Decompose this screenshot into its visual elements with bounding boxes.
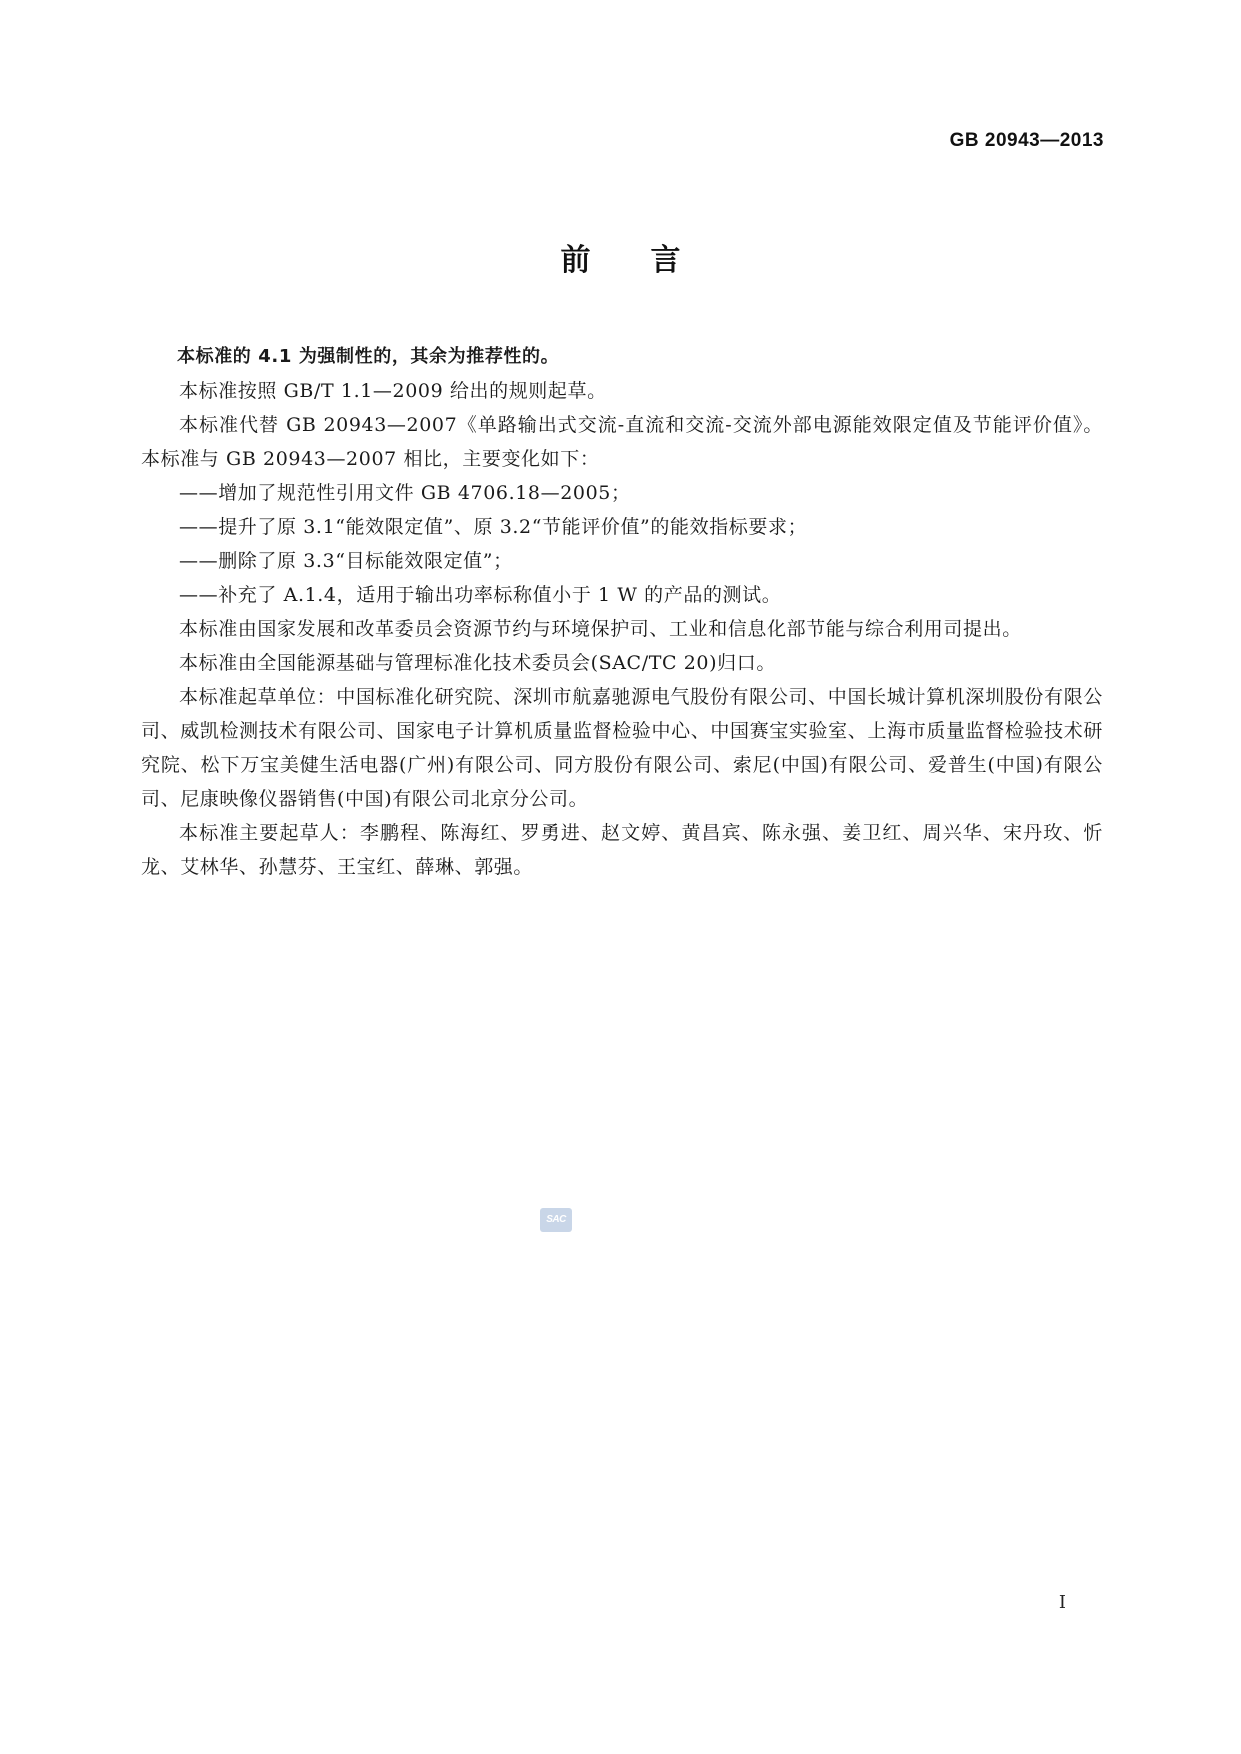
foreword-body bbox=[141, 340, 1103, 884]
change-item: ——提升了原 3.1“能效限定值”、原 3.2“节能评价值”的能效指标要求； bbox=[179, 516, 808, 538]
sac-watermark-logo: SAC bbox=[540, 1208, 572, 1232]
change-item: ——删除了原 3.3“目标能效限定值”； bbox=[179, 550, 513, 572]
replaces-paragraph: 本标准代替 GB 20943—2007《单路输出式交流-直流和交流-交流外部电源能效限定值及节能评价值》。本标准与 GB 20943—2007 相比，主要变化如下： bbox=[141, 414, 1103, 470]
page-title: 前言 bbox=[560, 243, 741, 278]
change-item: ——增加了规范性引用文件 GB 4706.18—2005； bbox=[179, 482, 631, 504]
change-item: ——补充了 A.1.4，适用于输出功率标称值小于 1 W 的产品的测试。 bbox=[179, 584, 782, 606]
drafters-paragraph: 本标准主要起草人：李鹏程、陈海红、罗勇进、赵文婷、黄昌宾、陈永强、姜卫红、周兴华、宋丹玫、忻龙、艾林华、孙慧芬、王宝红、薛琳、郭强。 bbox=[141, 822, 1103, 878]
drafting-rule-paragraph: 本标准按照 GB/T 1.1—2009 给出的规则起草。 bbox=[179, 380, 607, 402]
centralized-by-paragraph: 本标准由全国能源基础与管理标准化技术委员会(SAC/TC 20)归口。 bbox=[179, 652, 776, 674]
page-number: I bbox=[1058, 1592, 1066, 1613]
proposed-by-paragraph: 本标准由国家发展和改革委员会资源节约与环境保护司、工业和信息化部节能与综合利用司提出。 bbox=[179, 618, 1022, 640]
mandatory-statement: 本标准的 4.1 为强制性的，其余为推荐性的。 bbox=[177, 346, 560, 367]
standard-code: GB 20943—2013 bbox=[949, 130, 1104, 151]
drafting-units-paragraph: 本标准起草单位：中国标准化研究院、深圳市航嘉驰源电气股份有限公司、中国长城计算机深圳股份有限公司、威凯检测技术有限公司、国家电子计算机质量监督检验中心、中国赛宝实验室、上海市质量监督检验技术研究院、松下万宝美健生活电器(广州)有限公司、同方股份有限公司、索尼(中国)有限公司、爱普生(中国)有限公司、尼康映像仪器销售(中国)有限公司北京分公司。 bbox=[141, 686, 1103, 810]
